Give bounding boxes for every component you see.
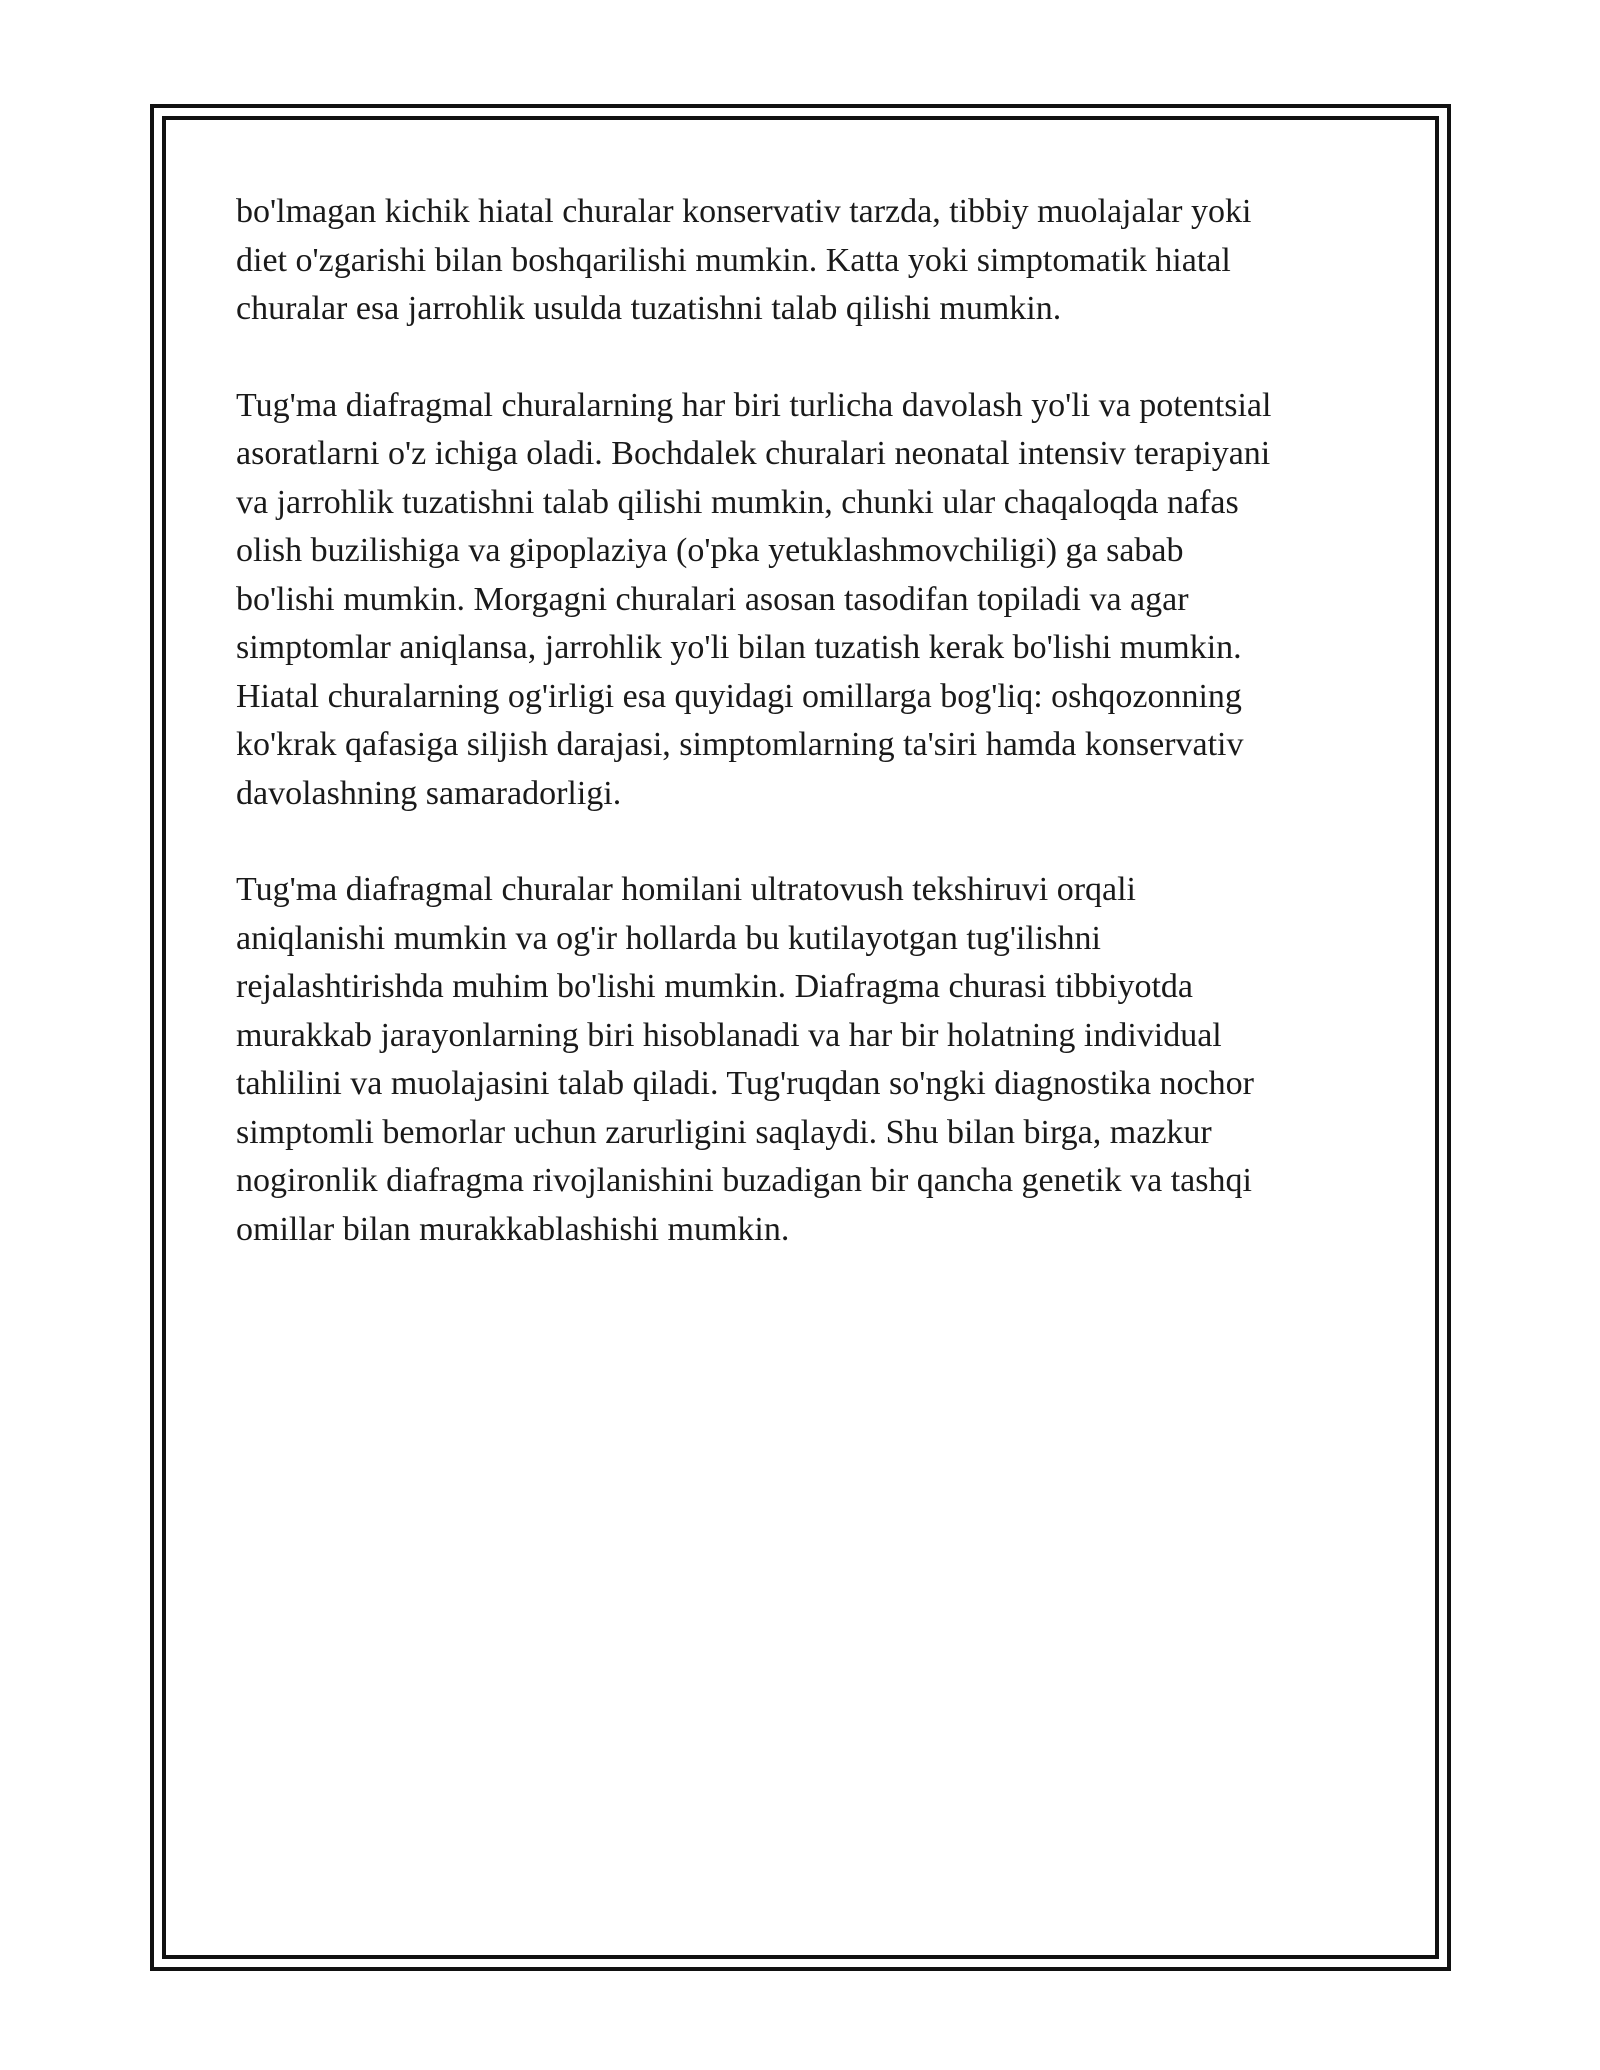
text-line: nogironlik diafragma rivojlanishini buzadigan bir qancha genetik va tashqi [236,1162,1252,1199]
text-line: diet o'zgarishi bilan boshqarilishi mumkin. Katta yoki simptomatik hiatal [236,241,1231,279]
text-line: va jarrohlik tuzatishni talab qilishi mumkin, chunki ular chaqaloqda nafas [236,483,1239,521]
text-line: olish buzilishiga va gipoplaziya (o'pka yetuklashmovchiligi) ga sabab [236,532,1184,569]
text-line: bo'lmagan kichik hiatal churalar konservativ tarzda, tibbiy muolajalar yoki [236,193,1252,230]
text-line: simptomli bemorlar uchun zarurligini saqlaydi. Shu bilan birga, mazkur [236,1113,1212,1151]
text-line: davolashning samaradorligi. [236,774,622,812]
text-line: Tug'ma diafragmal churalar homilani ultratovush tekshiruvi orqali [236,871,1137,908]
text-line: murakkab jarayonlarning biri hisoblanadi va har bir holatning individual [236,1016,1222,1054]
text-line: Hiatal churalarning og'irligi esa quyidagi omillarga bog'liq: oshqozonning [236,677,1242,715]
text-line: churalar esa jarrohlik usulda tuzatishni talab qilishi mumkin. [236,290,1062,327]
paragraph-1 [236,188,1366,334]
text-line: asoratlarni o'z ichiga oladi. Bochdalek churalari neonatal intensiv terapiyani [236,435,1271,472]
paragraph-3 [236,866,1366,1254]
text-line: ko'krak qafasiga siljish darajasi, simptomlarning ta'siri hamda konservativ [236,726,1244,763]
document-body [236,188,1366,1302]
text-line: simptomlar aniqlansa, jarrohlik yo'li bilan tuzatish kerak bo'lishi mumkin. [236,629,1242,666]
text-line: aniqlanishi mumkin va og'ir hollarda bu kutilayotgan tug'ilishni [236,919,1101,957]
text-line: bo'lishi mumkin. Morgagni churalari asosan tasodifan topiladi va agar [236,580,1189,618]
text-line: omillar bilan murakkablashishi mumkin. [236,1210,790,1248]
text-line: Tug'ma diafragmal churalarning har biri turlicha davolash yo'li va potentsial [236,386,1272,424]
paragraph-2 [236,382,1366,819]
text-line: rejalashtirishda muhim bo'lishi mumkin. Diafragma churasi tibbiyotda [236,968,1193,1005]
text-line: tahlilini va muolajasini talab qiladi. Tug'ruqdan so'ngki diagnostika nochor [236,1065,1254,1102]
